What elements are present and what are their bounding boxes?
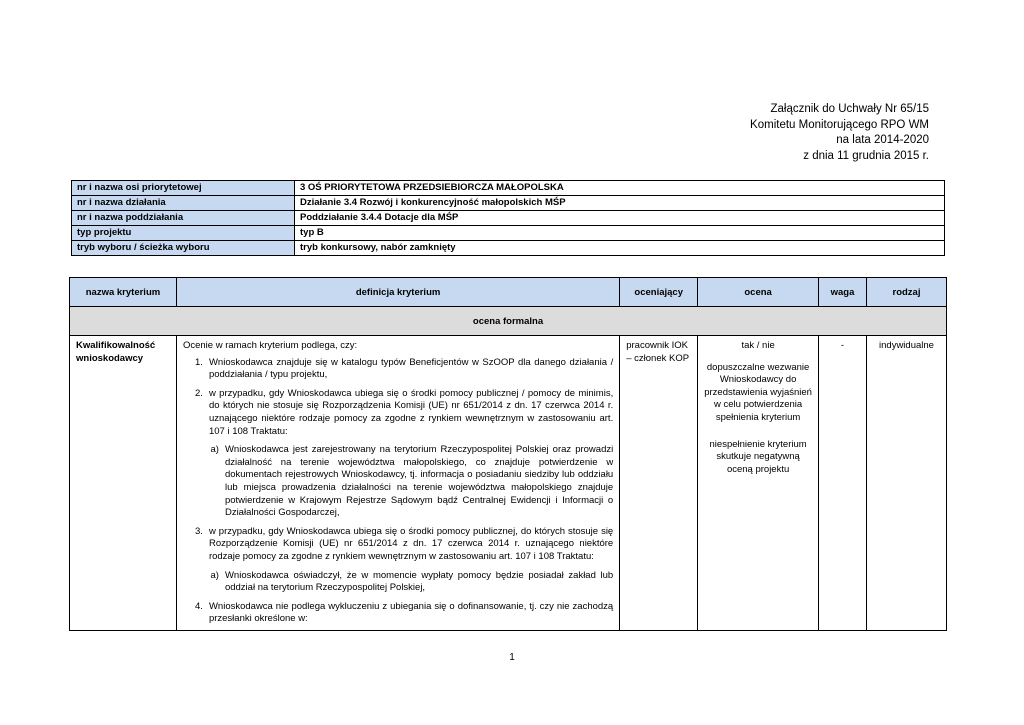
info-value: tryb konkursowy, nabór zamknięty bbox=[295, 241, 945, 256]
criterion-row bbox=[70, 336, 947, 631]
subitem-text: Wnioskodawca oświadczył, że w momencie wypłaty pomocy będzie posiadał zakład lub oddział na terytorium Rzeczypospolitej Polskiej, bbox=[224, 569, 614, 594]
item-text: w przypadku, gdy Wnioskodawca ubiega się o środki pomocy publicznej, do których stosuje się Rozporządzenie Komisji (UE) nr 651/2014 z dn. 17 czerwca 2014 r. uznającego niektóre rodzaje pomocy za zgodne z rynkiem wewnętrznym w zastosowaniu art. 107 i 108 Traktatu: bbox=[208, 525, 614, 562]
page-number: 1 bbox=[509, 652, 515, 663]
section-title: ocena formalna bbox=[70, 307, 947, 336]
subitem-letter: a) bbox=[210, 569, 219, 581]
column-header-definition: definicja kryterium bbox=[176, 278, 619, 307]
definition-subitem bbox=[201, 444, 613, 520]
info-label: nr i nazwa poddziałania bbox=[72, 211, 295, 226]
column-header-kind: rodzaj bbox=[866, 278, 946, 307]
definition-subitem bbox=[201, 570, 613, 595]
info-value: Działanie 3.4 Rozwój i konkurencyjność małopolskich MŚP bbox=[295, 196, 945, 211]
info-label: tryb wyboru / ścieżka wyboru bbox=[72, 241, 295, 256]
column-header-name: nazwa kryterium bbox=[70, 278, 177, 307]
item-text: Wnioskodawca znajduje się w katalogu typów Beneficjentów w SzOOP dla danego działania / poddziałania / typu projektu, bbox=[208, 356, 614, 381]
info-label: typ projektu bbox=[72, 226, 295, 241]
section-row bbox=[70, 307, 947, 336]
info-row bbox=[72, 241, 945, 256]
criteria-table bbox=[69, 277, 947, 631]
column-header-evaluator: oceniający bbox=[620, 278, 698, 307]
info-value: 3 OŚ PRIORYTETOWA PRZEDSIEBIORCZA MAŁOPOLSKA bbox=[295, 181, 945, 196]
info-label: nr i nazwa osi priorytetowej bbox=[72, 181, 295, 196]
definition-item bbox=[183, 357, 613, 382]
definition-item bbox=[183, 388, 613, 438]
criterion-definition bbox=[176, 336, 619, 631]
info-row bbox=[72, 211, 945, 226]
item-number: 4. bbox=[195, 600, 203, 612]
column-header-score: ocena bbox=[698, 278, 819, 307]
info-row bbox=[72, 181, 945, 196]
item-number: 3. bbox=[195, 525, 203, 537]
info-row bbox=[72, 196, 945, 211]
info-row bbox=[72, 226, 945, 241]
column-header-weight: waga bbox=[819, 278, 867, 307]
item-text: Wnioskodawca nie podlega wykluczeniu z ubiegania się o dofinansowanie, tj. czy nie zachodzą przesłanki określone w: bbox=[208, 600, 614, 625]
criterion-score bbox=[698, 336, 819, 631]
score-main: tak / nie bbox=[741, 340, 775, 351]
header-line-committee: Komitetu Monitorującego RPO WM bbox=[750, 118, 929, 131]
item-number: 2. bbox=[195, 387, 203, 399]
subitem-text: Wnioskodawca jest zarejestrowany na terytorium Rzeczypospolitej Polskiej oraz prowadzi działalność na terenie województwa małopolskiego, co znajduje potwierdzenie w dokumentach rejestrowych Wnioskodawcy, tj. informacja o posiadaniu siedziby lub oddziału lub miejsca prowadzenia działalności na terenie województwa małopolskiego znajduje potwierdzenie w Krajowym Rejestrze Sądowym bądź Centralnej Ewidencji i Informacji o Działalności Gospodarczej, bbox=[224, 444, 614, 519]
item-text: w przypadku, gdy Wnioskodawca ubiega się o środki pomocy publicznej / pomocy de minimis, do których nie stosuje się Rozporządzenia Komisji (UE) nr 651/2014 z dn. 17 czerwca 2014 r. uznającego niektóre rodzaje pomocy za zgodne z rynkiem wewnętrznym w zastosowaniu art. 107 i 108 Traktatu: bbox=[208, 387, 614, 437]
header-line-period: na lata 2014-2020 bbox=[836, 134, 929, 146]
program-info-table bbox=[71, 180, 945, 256]
definition-intro: Ocenie w ramach kryterium podlega, czy: bbox=[182, 340, 358, 351]
item-number: 1. bbox=[195, 356, 203, 368]
criterion-evaluator: pracownik IOK – członek KOP bbox=[620, 336, 698, 631]
info-label: nr i nazwa działania bbox=[72, 196, 295, 211]
criterion-weight: - bbox=[819, 336, 867, 631]
info-value: Poddziałanie 3.4.4 Dotacje dla MŚP bbox=[295, 211, 945, 226]
header-line-attachment: Załącznik do Uchwały Nr 65/15 bbox=[770, 103, 929, 115]
subitem-letter: a) bbox=[210, 444, 219, 456]
criterion-name: Kwalifikowalność wnioskodawcy bbox=[70, 336, 177, 631]
criterion-kind: indywidualne bbox=[866, 336, 946, 631]
criteria-header-row bbox=[70, 278, 947, 307]
document-header bbox=[750, 102, 929, 164]
definition-item bbox=[183, 601, 613, 626]
info-value: typ B bbox=[295, 226, 945, 241]
header-line-date: z dnia 11 grudnia 2015 r. bbox=[803, 149, 929, 162]
score-note-consequence: niespełnienie kryterium skutkuje negatywną oceną projektu bbox=[709, 438, 807, 475]
score-note-clarification: dopuszczalne wezwanie Wnioskodawcy do przedstawienia wyjaśnień w celu potwierdzenia spełnienia kryterium bbox=[704, 361, 812, 423]
definition-item bbox=[183, 526, 613, 564]
